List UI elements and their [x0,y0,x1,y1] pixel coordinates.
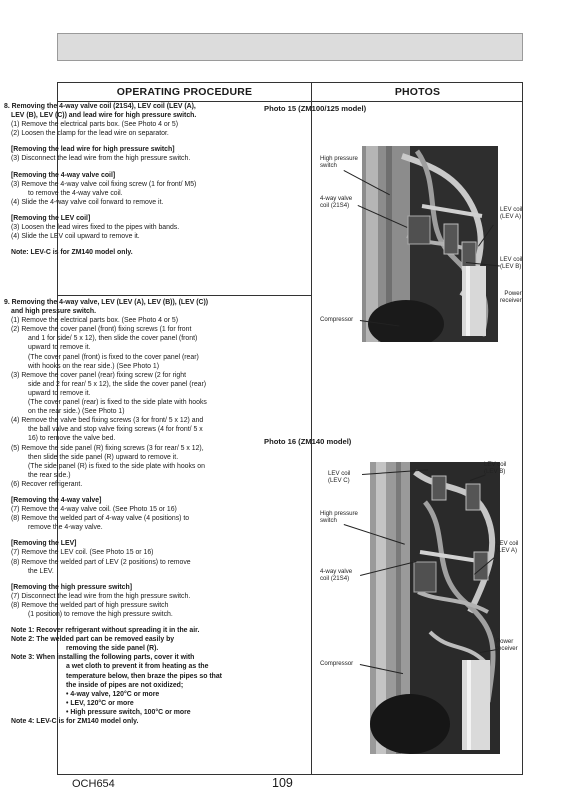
section-9-step-5-line: (5) Remove the side panel (R) fixing screws (3 for rear/ 5 x 12), [11,444,204,452]
section-9-step-3-line: (3) Remove the cover panel (rear) fixing screw (2 for right [11,371,187,379]
section-9-step-3-line: on the rear side.) (See Photo 1) [28,408,125,416]
photo-15-label-compressor: Compressor [320,316,354,323]
section-8-step-3b-1: (3) Remove the 4-way valve coil fixing screw (1 for front/ M5) [11,180,197,188]
section-9-step-2-line: with hooks on the rear side.) (See Photo 1) [28,362,159,370]
section-9-step-2-line: (2) Remove the cover panel (front) fixing screws (1 for front [11,326,192,334]
section-9-step-4-line: (4) Remove the valve bed fixing screws (3 for front/ 5 x 12) and [11,417,204,425]
section-9-step-8c-2: (1 position) to remove the high pressure switch. [28,611,173,618]
document-code: OCH654 [72,778,115,790]
section-9-step-8c-1: (8) Remove the welded part of high pressure switch [11,601,169,609]
section-9-note-2-2: removing the side panel (R). [66,645,159,653]
section-9-note-2-1: Note 2: The welded part can be removed easily by [11,636,175,644]
section-8-step-3a: (3) Disconnect the lead wire from the high pressure switch. [11,155,191,163]
section-9-note-3-bullet-1: • 4-way valve, 120°C or more [66,690,160,698]
section-8-step-4b: (4) Slide the 4-way valve coil forward to remove it. [11,198,164,206]
section-9-note-3-bullet-2: • LEV, 120°C or more [66,699,134,707]
section-9 [4,298,251,726]
section-9-note-3-3: temperature below, then braze the pipes so that [66,672,222,680]
section-9-step-4-line: 16) to remove the valve bed. [28,435,116,443]
section-9-step-2-line: and 1 for side/ 5 x 12), then slide the cover panel (front) [28,335,198,343]
section-9-step-5-line: (The side panel (R) is fixed to the side plate with hooks on [28,462,205,470]
section-8-title-1: 8. Removing the 4-way valve coil (21S4), LEV coil (LEV (A), [4,103,196,110]
photo-15-title: Photo 15 (ZM100/125 model) [264,104,367,113]
section-9-step-3-line: side and 2 for rear/ 5 x 12), the slide the cover panel (rear) [28,380,207,388]
section-9-step-7b: (7) Remove the LEV coil. (See Photo 15 or 16) [11,549,154,557]
section-9-step-8b-1: (8) Remove the welded part of LEV (2 positions) to remove [11,558,191,566]
photo-15-label-power: Power receiver [500,290,522,305]
section-9-title-2: and high pressure switch. [11,308,97,316]
section-9-note-3-2: a wet cloth to prevent it from heating as the [66,663,209,671]
page-number: 109 [272,776,293,790]
section-9-step-1: (1) Remove the electrical parts box. (See Photo 4 or 5) [11,317,178,325]
photo-16-label-hps: High pressure switch [320,510,358,525]
section-9-step-5-line: the rear side.) [28,471,71,479]
photo-16-label-lev-b: LEV coil (LEV B) [484,461,507,476]
section-9-step-8b-2: the LEV. [28,567,54,575]
photo-15-label-valve: 4-way valve coil (21S4) [320,195,353,210]
section-9-note-1: Note 1: Recover refrigerant without spreading it in the air. [11,627,200,635]
photo-16-title: Photo 16 (ZM140 model) [264,437,352,446]
section-8-heading-lev-coil: [Removing the LEV coil] [11,214,91,222]
section-9-step-7a: (7) Remove the 4-way valve coil. (See Photo 15 or 16) [11,506,177,514]
photo-15-label-lev-a: LEV coil (LEV A) [500,206,523,221]
section-9-step-3-line: upward to remove it. [28,389,91,397]
section-9-step-4-line: the ball valve and stop valve fixing screws (4 for front/ 5 x [28,426,203,434]
section-9-heading-valve: [Removing the 4-way valve] [11,496,102,504]
header-band [57,33,523,61]
section-9-heading-hps: [Removing the high pressure switch] [11,583,132,591]
column-divider [311,83,312,774]
section-8-step-2: (2) Loosen the clamp for the lead wire on separator. [11,130,169,138]
section-8 [4,102,251,257]
photos-header: PHOTOS [394,86,441,98]
photo-15-label-lev-b: LEV coil (LEV B) [500,256,523,271]
photo-16-label-lev-a: LEV coil (LEV A) [496,540,519,555]
photo-16-label-valve: 4-way valve coil (21S4) [320,568,353,583]
section-9-step-5-line: then slide the side panel (R) upward to remove it. [28,453,179,461]
section-9-step-8a-1: (8) Remove the welded part of 4-way valve (4 positions) to [11,515,190,523]
section-8-step-1: (1) Remove the electrical parts box. (See Photo 4 or 5) [11,121,178,129]
section-9-note-4: Note 4: LEV-C is for ZM140 model only. [11,718,139,726]
section-8-title-2: LEV (B), LEV (C)) and lead wire for high pressure switch. [11,112,197,120]
photo-16-label-power: Power receiver [496,638,518,653]
section-9-step-7c: (7) Disconnect the lead wire from the high pressure switch. [11,592,191,600]
section-9-note-3-bullet-3: • High pressure switch, 100°C or more [66,708,191,716]
section-8-step-3c: (3) Loosen the lead wires fixed to the pipes with bands. [11,224,180,232]
section-divider [58,295,311,296]
section-9-note-3-1: Note 3: When installing the following parts, cover it with [11,654,195,662]
photo-16-illustration [370,462,500,754]
photo-15-label-hps: High pressure switch [320,155,358,170]
section-8-step-4c: (4) Slide the LEV coil upward to remove it. [11,233,140,241]
operating-procedure-header: OPERATING PROCEDURE [116,86,253,98]
section-8-heading-lead-wire: [Removing the lead wire for high pressure switch] [11,146,175,154]
photo-15-illustration [362,146,498,342]
section-8-note: Note: LEV-C is for ZM140 model only. [11,249,133,257]
photo-16-label-compressor: Compressor [320,660,354,667]
section-9-step-2-line: (The cover panel (front) is fixed to the cover panel (rear) [28,353,199,361]
section-8-heading-valve-coil: [Removing the 4-way valve coil] [11,171,116,179]
photo-16-image [370,462,500,754]
photo-16-label-lev-c: LEV coil (LEV C) [328,470,351,485]
section-9-step-8a-2: remove the 4-way valve. [28,524,103,532]
section-8-step-3b-2: to remove the 4-way valve coil. [28,189,123,197]
section-9-step-2-line: upward to remove it. [28,344,91,352]
section-9-step-6: (6) Recover refrigerant. [11,480,83,488]
section-9-title-1: 9. Removing the 4-way valve, LEV (LEV (A), LEV (B)), (LEV (C)) [4,299,209,306]
section-9-step-3-line: (The cover panel (rear) is fixed to the side plate with hooks [28,399,207,407]
section-9-note-3-4: the inside of pipes are not oxidized; [66,681,184,689]
photo-15-image [362,146,498,342]
section-9-heading-lev: [Removing the LEV] [11,540,77,548]
